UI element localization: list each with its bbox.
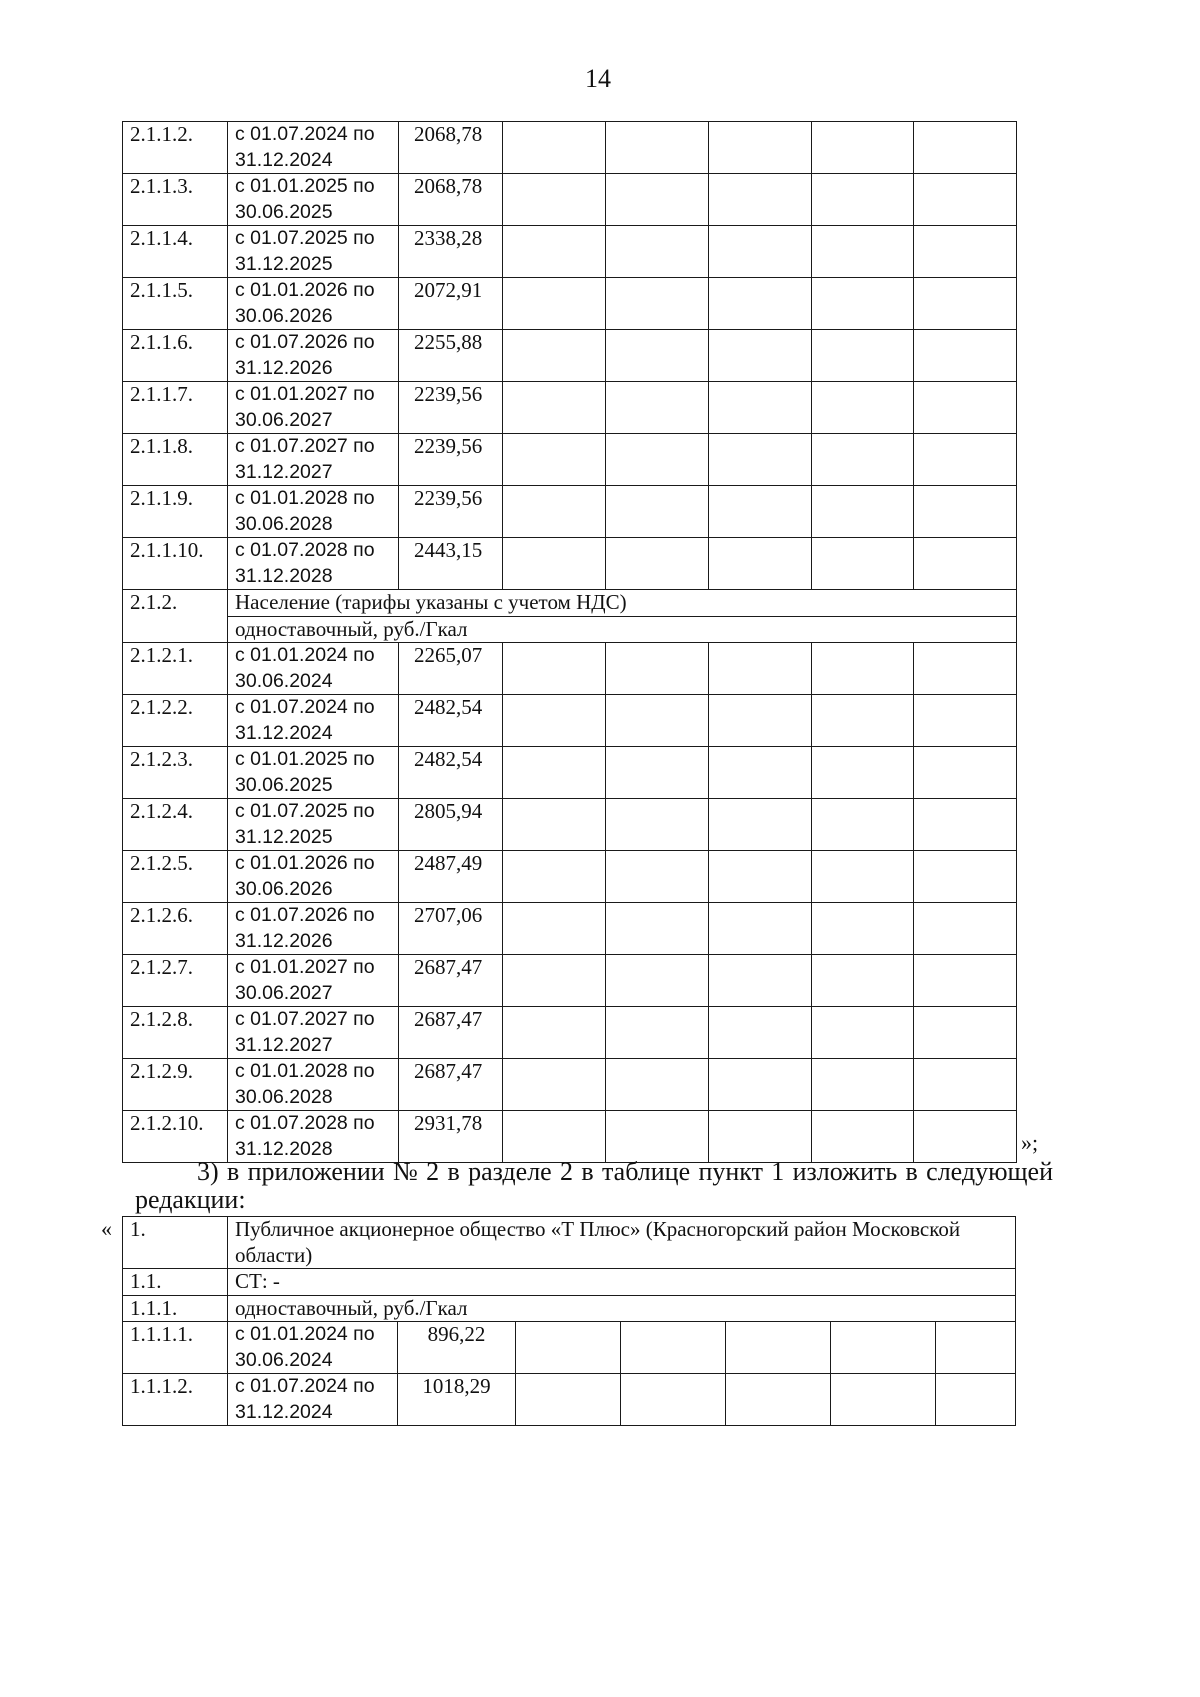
tariff-value-cell: 2072,91: [399, 278, 503, 330]
empty-cell: [812, 538, 914, 590]
empty-cell: [831, 1374, 936, 1426]
empty-cell: [503, 226, 606, 278]
table-row: [123, 851, 1017, 903]
period-cell: [228, 903, 399, 955]
empty-cell: [606, 747, 709, 799]
period-from: с 01.07.2026 по: [235, 331, 375, 353]
empty-cell: [606, 278, 709, 330]
page-number: 14: [585, 64, 611, 93]
period-cell: [228, 851, 399, 903]
item-number-cell: 2.1.2.5.: [123, 851, 228, 903]
period-to: 31.12.2026: [235, 929, 333, 952]
group-number-cell: 2.1.2.: [123, 590, 228, 643]
empty-cell: [914, 1007, 1017, 1059]
empty-cell: [709, 799, 812, 851]
empty-cell: [503, 382, 606, 434]
empty-cell: [709, 695, 812, 747]
period-cell: [228, 330, 399, 382]
tariff-value-cell: 2487,49: [399, 851, 503, 903]
empty-cell: [503, 122, 606, 174]
table-row: [123, 1322, 1016, 1374]
empty-cell: [914, 851, 1017, 903]
group-subtitle-cell: одноставочный, руб./Гкал: [228, 616, 1017, 643]
tariff-table-replacement: [122, 1216, 1016, 1426]
empty-cell: [812, 174, 914, 226]
empty-cell: [503, 695, 606, 747]
item-number-cell: 2.1.1.5.: [123, 278, 228, 330]
period-to: 31.12.2024: [235, 721, 333, 744]
empty-cell: [914, 747, 1017, 799]
empty-cell: [503, 278, 606, 330]
period-to: 30.06.2027: [235, 408, 333, 431]
empty-cell: [709, 382, 812, 434]
empty-cell: [812, 330, 914, 382]
period-from: с 01.01.2027 по: [235, 956, 375, 978]
table-row: [123, 382, 1017, 434]
tariff-value-cell: 2265,07: [399, 643, 503, 695]
item-number-cell: 2.1.2.3.: [123, 747, 228, 799]
table-row: [123, 122, 1017, 174]
opening-quote-mark: «: [101, 1216, 112, 1241]
rate-number-cell: 1.1.1.: [123, 1295, 228, 1322]
empty-cell: [621, 1322, 726, 1374]
period-cell: [228, 1322, 398, 1374]
empty-cell: [914, 278, 1017, 330]
period-cell: [228, 382, 399, 434]
empty-cell: [914, 1111, 1017, 1163]
org-number-cell: 1.: [123, 1217, 228, 1269]
empty-cell: [709, 1111, 812, 1163]
tariff-table-continued: [122, 121, 1017, 1163]
empty-cell: [606, 695, 709, 747]
group-title-cell: Население (тарифы указаны с учетом НДС): [228, 590, 1017, 617]
empty-cell: [914, 799, 1017, 851]
period-cell: [228, 538, 399, 590]
table-row: [123, 1374, 1016, 1426]
system-number-cell: 1.1.: [123, 1269, 228, 1296]
empty-cell: [812, 434, 914, 486]
empty-cell: [709, 1059, 812, 1111]
period-cell: [228, 278, 399, 330]
period-from: с 01.07.2025 по: [235, 227, 375, 249]
empty-cell: [606, 1059, 709, 1111]
empty-cell: [606, 851, 709, 903]
table-row: [123, 643, 1017, 695]
table-row: [123, 799, 1017, 851]
table-row: [123, 538, 1017, 590]
item-number-cell: 2.1.2.4.: [123, 799, 228, 851]
item-number-cell: 2.1.1.7.: [123, 382, 228, 434]
tariff-value-cell: 2239,56: [399, 434, 503, 486]
empty-cell: [503, 1111, 606, 1163]
period-from: с 01.07.2027 по: [235, 1008, 375, 1030]
table-row: [123, 434, 1017, 486]
item-number-cell: 2.1.2.6.: [123, 903, 228, 955]
empty-cell: [812, 1111, 914, 1163]
item-number-cell: 2.1.1.6.: [123, 330, 228, 382]
rate-label-cell: одноставочный, руб./Гкал: [228, 1295, 1016, 1322]
table-row: [123, 1059, 1017, 1111]
period-to: 30.06.2024: [235, 1348, 333, 1371]
tariff-value-cell: 2239,56: [399, 382, 503, 434]
period-to: 30.06.2027: [235, 981, 333, 1004]
paragraph-line-2: редакции:: [135, 1185, 246, 1214]
empty-cell: [812, 955, 914, 1007]
period-from: с 01.07.2026 по: [235, 904, 375, 926]
empty-cell: [914, 486, 1017, 538]
empty-cell: [914, 434, 1017, 486]
tariff-value-cell: 2687,47: [399, 1007, 503, 1059]
empty-cell: [606, 538, 709, 590]
group-row: [123, 590, 1017, 617]
period-to: 31.12.2027: [235, 1033, 333, 1056]
table-row: [123, 695, 1017, 747]
tariff-value-cell: 896,22: [398, 1322, 516, 1374]
empty-cell: [812, 382, 914, 434]
empty-cell: [606, 122, 709, 174]
empty-cell: [709, 226, 812, 278]
empty-cell: [709, 538, 812, 590]
group-subtitle-row: [123, 616, 1017, 643]
empty-cell: [503, 486, 606, 538]
item-number-cell: 2.1.1.10.: [123, 538, 228, 590]
empty-cell: [812, 799, 914, 851]
tariff-value-cell: 2068,78: [399, 122, 503, 174]
empty-cell: [503, 955, 606, 1007]
period-to: 30.06.2025: [235, 773, 333, 796]
empty-cell: [812, 1059, 914, 1111]
empty-cell: [726, 1322, 831, 1374]
empty-cell: [812, 486, 914, 538]
period-from: с 01.01.2025 по: [235, 175, 375, 197]
period-from: с 01.07.2024 по: [235, 123, 375, 145]
empty-cell: [503, 1007, 606, 1059]
empty-cell: [914, 538, 1017, 590]
tariff-value-cell: 2068,78: [399, 174, 503, 226]
item-number-cell: 2.1.1.8.: [123, 434, 228, 486]
period-cell: [228, 799, 399, 851]
empty-cell: [503, 643, 606, 695]
empty-cell: [914, 1059, 1017, 1111]
empty-cell: [516, 1322, 621, 1374]
period-from: с 01.01.2024 по: [235, 644, 375, 666]
tariff-value-cell: 2482,54: [399, 695, 503, 747]
tariff-value-cell: 2338,28: [399, 226, 503, 278]
period-from: с 01.01.2028 по: [235, 487, 375, 509]
period-cell: [228, 486, 399, 538]
org-name-cell: Публичное акционерное общество «Т Плюс» (Красногорский район Московской области): [228, 1217, 1016, 1269]
table-row: [123, 955, 1017, 1007]
item-number-cell: 1.1.1.1.: [123, 1322, 228, 1374]
empty-cell: [709, 903, 812, 955]
item-number-cell: 2.1.1.9.: [123, 486, 228, 538]
empty-cell: [812, 226, 914, 278]
item-number-cell: 2.1.1.4.: [123, 226, 228, 278]
empty-cell: [606, 330, 709, 382]
empty-cell: [503, 903, 606, 955]
period-to: 31.12.2025: [235, 825, 333, 848]
period-from: с 01.01.2026 по: [235, 279, 375, 301]
empty-cell: [709, 955, 812, 1007]
table-row: [123, 903, 1017, 955]
period-from: с 01.01.2027 по: [235, 383, 375, 405]
tariff-value-cell: 2443,15: [399, 538, 503, 590]
empty-cell: [812, 643, 914, 695]
tariff-value-cell: 2805,94: [399, 799, 503, 851]
empty-cell: [503, 747, 606, 799]
period-from: с 01.07.2024 по: [235, 1375, 375, 1397]
period-cell: [228, 1059, 399, 1111]
empty-cell: [726, 1374, 831, 1426]
tariff-value-cell: 2239,56: [399, 486, 503, 538]
period-to: 31.12.2025: [235, 252, 333, 275]
period-from: с 01.07.2025 по: [235, 800, 375, 822]
table-row: [123, 1007, 1017, 1059]
period-cell: [228, 747, 399, 799]
empty-cell: [812, 747, 914, 799]
period-cell: [228, 695, 399, 747]
period-from: с 01.07.2027 по: [235, 435, 375, 457]
empty-cell: [914, 382, 1017, 434]
period-cell: [228, 955, 399, 1007]
item-number-cell: 2.1.2.10.: [123, 1111, 228, 1163]
empty-cell: [914, 643, 1017, 695]
item-number-cell: 2.1.2.7.: [123, 955, 228, 1007]
period-to: 30.06.2026: [235, 877, 333, 900]
empty-cell: [936, 1374, 1016, 1426]
period-cell: [228, 643, 399, 695]
empty-cell: [503, 538, 606, 590]
empty-cell: [606, 486, 709, 538]
empty-cell: [606, 434, 709, 486]
period-to: 30.06.2024: [235, 669, 333, 692]
period-cell: [228, 226, 399, 278]
empty-cell: [812, 851, 914, 903]
empty-cell: [914, 122, 1017, 174]
tariff-value-cell: 2687,47: [399, 955, 503, 1007]
period-cell: [228, 122, 399, 174]
empty-cell: [709, 747, 812, 799]
empty-cell: [503, 174, 606, 226]
period-cell: [228, 1111, 399, 1163]
empty-cell: [503, 851, 606, 903]
period-from: с 01.01.2026 по: [235, 852, 375, 874]
closing-quote-mark: »;: [1021, 1130, 1039, 1155]
empty-cell: [914, 174, 1017, 226]
item-number-cell: 2.1.1.2.: [123, 122, 228, 174]
empty-cell: [914, 226, 1017, 278]
empty-cell: [709, 434, 812, 486]
item-number-cell: 2.1.2.8.: [123, 1007, 228, 1059]
empty-cell: [606, 382, 709, 434]
empty-cell: [709, 122, 812, 174]
period-from: с 01.01.2025 по: [235, 748, 375, 770]
empty-cell: [831, 1322, 936, 1374]
table-row: [123, 174, 1017, 226]
item-number-cell: 2.1.2.9.: [123, 1059, 228, 1111]
empty-cell: [914, 695, 1017, 747]
empty-cell: [914, 955, 1017, 1007]
empty-cell: [606, 643, 709, 695]
empty-cell: [709, 174, 812, 226]
empty-cell: [606, 799, 709, 851]
table-row: [123, 486, 1017, 538]
table-row: [123, 1111, 1017, 1163]
system-row: [123, 1269, 1016, 1296]
empty-cell: [812, 1007, 914, 1059]
empty-cell: [914, 330, 1017, 382]
tariff-value-cell: 2255,88: [399, 330, 503, 382]
org-row: [123, 1217, 1016, 1269]
empty-cell: [503, 1059, 606, 1111]
period-from: с 01.01.2024 по: [235, 1323, 375, 1345]
empty-cell: [709, 278, 812, 330]
empty-cell: [709, 1007, 812, 1059]
paragraph-line-1: 3) в приложении № 2 в разделе 2 в таблице пункт 1 изложить в следующей: [197, 1157, 1053, 1186]
item-number-cell: 2.1.2.2.: [123, 695, 228, 747]
empty-cell: [606, 226, 709, 278]
empty-cell: [812, 695, 914, 747]
empty-cell: [606, 955, 709, 1007]
tariff-value-cell: 2482,54: [399, 747, 503, 799]
item-number-cell: 2.1.1.3.: [123, 174, 228, 226]
tariff-value-cell: 2931,78: [399, 1111, 503, 1163]
period-to: 31.12.2027: [235, 460, 333, 483]
table-row: [123, 226, 1017, 278]
item-number-cell: 2.1.2.1.: [123, 643, 228, 695]
period-from: с 01.07.2028 по: [235, 539, 375, 561]
period-to: 30.06.2028: [235, 1085, 333, 1108]
empty-cell: [812, 278, 914, 330]
period-from: с 01.07.2024 по: [235, 696, 375, 718]
period-cell: [228, 1007, 399, 1059]
empty-cell: [606, 903, 709, 955]
empty-cell: [503, 799, 606, 851]
item-number-cell: 1.1.1.2.: [123, 1374, 228, 1426]
period-to: 31.12.2024: [235, 148, 333, 171]
period-cell: [228, 434, 399, 486]
tariff-value-cell: 2687,47: [399, 1059, 503, 1111]
empty-cell: [621, 1374, 726, 1426]
tariff-value-cell: 2707,06: [399, 903, 503, 955]
period-to: 31.12.2026: [235, 356, 333, 379]
period-to: 30.06.2028: [235, 512, 333, 535]
period-to: 31.12.2028: [235, 564, 333, 587]
empty-cell: [709, 330, 812, 382]
empty-cell: [812, 903, 914, 955]
empty-cell: [936, 1322, 1016, 1374]
period-to: 30.06.2026: [235, 304, 333, 327]
empty-cell: [503, 330, 606, 382]
period-to: 31.12.2024: [235, 1400, 333, 1423]
system-label-cell: СТ: -: [228, 1269, 1016, 1296]
period-to: 30.06.2025: [235, 200, 333, 223]
table-row: [123, 747, 1017, 799]
period-from: с 01.07.2028 по: [235, 1112, 375, 1134]
tariff-value-cell: 1018,29: [398, 1374, 516, 1426]
empty-cell: [709, 486, 812, 538]
table-row: [123, 330, 1017, 382]
empty-cell: [516, 1374, 621, 1426]
empty-cell: [606, 174, 709, 226]
empty-cell: [606, 1111, 709, 1163]
empty-cell: [709, 643, 812, 695]
empty-cell: [606, 1007, 709, 1059]
period-to: 31.12.2028: [235, 1137, 333, 1160]
period-cell: [228, 174, 399, 226]
empty-cell: [503, 434, 606, 486]
empty-cell: [709, 851, 812, 903]
empty-cell: [812, 122, 914, 174]
empty-cell: [914, 903, 1017, 955]
rate-row: [123, 1295, 1016, 1322]
table-row: [123, 278, 1017, 330]
period-cell: [228, 1374, 398, 1426]
period-from: с 01.01.2028 по: [235, 1060, 375, 1082]
